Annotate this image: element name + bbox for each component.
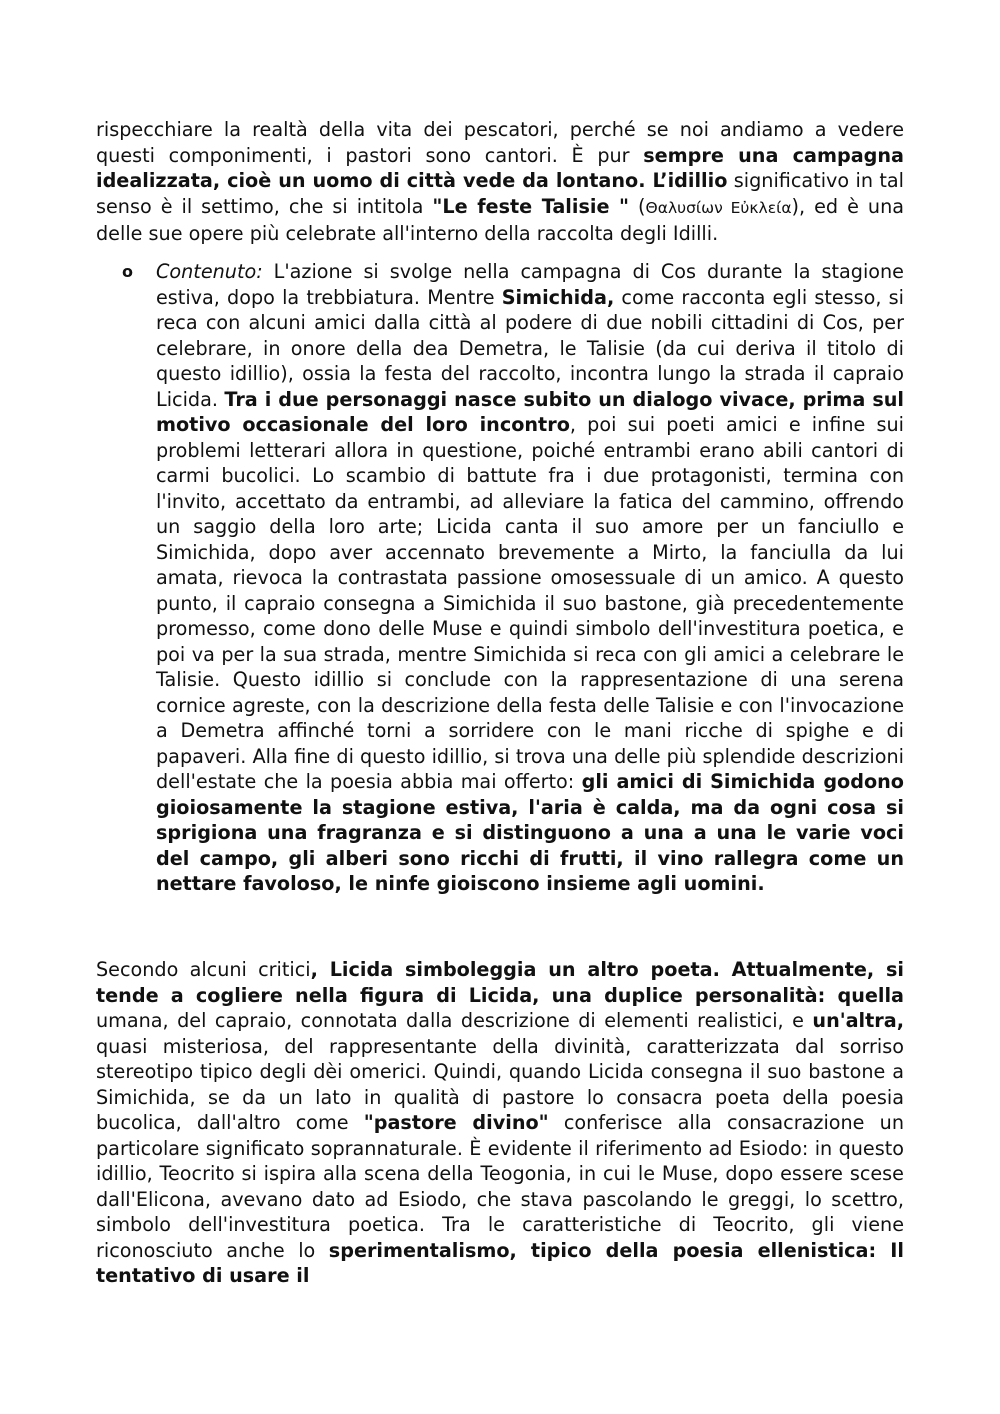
critics-paragraph bbox=[96, 957, 904, 1289]
bullet-text-1: L'azione si svolge nella campagna di Cos durante la stagione estiva, dopo la trebbiatura. Mentre bbox=[156, 260, 904, 309]
intro-bold-1: sempre una campagna idealizzata, cioè un uomo di città vede da lontano. L’idillio bbox=[96, 143, 905, 192]
greek-title: Θαλυσίων Εὐκλεία bbox=[645, 198, 792, 217]
intro-text-1: rispecchiare la realtà della vita dei pescatori, perché se noi andiamo a vedere questi componimenti, i pastori sono cantori. È pur bbox=[96, 118, 904, 167]
intro-text-3: ( bbox=[629, 194, 646, 218]
critics-bold-3: "pastore divino" bbox=[363, 1111, 549, 1134]
critics-text-4: conferisce alla consacrazione un particolare significato soprannaturale. È evidente il riferimento ad Esiodo: in questo idillio, Teocrito si ispira alla scena della Teogonia, in cui le Muse, dopo essere scese dall'Elicona, avevano dato ad Esiodo, che stava pascolando le greggi, lo scettro, simbolo dell'investitura poetica. Tra le caratteristiche di Teocrito, gli viene riconosciuto anche lo bbox=[96, 1111, 904, 1262]
critics-bold-1: , Licida simboleggia un altro poeta. Attualmente, si tende a cogliere nella figura di Licida, una duplice personalità: quella bbox=[96, 958, 904, 1007]
critics-text-3: quasi misteriosa, del rappresentante della divinità, caratterizzata dal sorriso stereotipo tipico degli dèi omerici. Quindi, quando Licida consegna il suo bastone a Simichida, se da un lato in qualità di pastore lo consacra poeta della poesia bucolica, dall'altro come bbox=[96, 1034, 904, 1134]
idyll-title: "Le feste Talisie " bbox=[432, 194, 630, 218]
bullet-bold-1: Simichida, bbox=[501, 285, 615, 309]
critics-text-2: umana, del capraio, connotata dalla descrizione di elementi realistici, e bbox=[96, 1009, 813, 1032]
critics-text-1: Secondo alcuni critici bbox=[96, 958, 311, 981]
intro-text-4: ), ed è una delle sue opere più celebrate all'interno della raccolta degli Idilli. bbox=[96, 194, 904, 245]
bullet-marker: o bbox=[122, 262, 133, 281]
critics-bold-2: un'altra, bbox=[812, 1009, 904, 1032]
content-bullet-paragraph bbox=[156, 259, 904, 897]
critics-bold-4: sperimentalismo, tipico della poesia ellenistica: Il tentativo di usare il bbox=[96, 1238, 905, 1287]
bullet-bold-2: Tra i due personaggi nasce subito un dialogo vivace, prima sul motivo occasionale del loro incontro bbox=[156, 387, 904, 436]
bullet-text-2: come racconta egli stesso, si reca con alcuni amici dalla città al podere di due nobili cittadini di Cos, per celebrare, in onore della dea Demetra, le Talisie (da cui deriva il titolo di questo idillio), ossia la festa del raccolto, incontra lungo la strada il capraio Licida. bbox=[156, 285, 904, 411]
intro-text-2: significativo in tal senso è il settimo, che si intitola bbox=[96, 169, 904, 218]
bullet-text-3: , poi sui poeti amici e infine sui problemi letterari allora in questione, poiché entrambi erano abili cantori di carmi bucolici. Lo scambio di battute fra i due protagonisti, termina con l'invito, accettato da entrambi, ad alleviare la fatica del cammino, offrendo un saggio della loro arte; Licida canta il suo amore per un fanciullo e Simichida, dopo aver accennato brevemente a Mirto, la fanciulla da lui amata, rievoca la contrastata passione omosessuale di un amico. A questo punto, il capraio consegna a Simichida il suo bastone, già precedentemente promesso, come dono delle Muse e quindi simbolo dell'investitura poetica, e poi va per la sua strada, mentre Simichida si reca con gli amici a celebrare le Talisie. Questo idillio si conclude con la rappresentazione di una serena cornice agreste, con la descrizione della festa delle Talisie e con l'invocazione a Demetra affinché torni a sorridere con le mani ricche di spighe e di papaveri. Alla fine di questo idillio, si trova una delle più splendide descrizioni dell'estate che la poesia abbia mai offerto: bbox=[156, 413, 905, 793]
bullet-label: Contenuto: bbox=[156, 260, 263, 283]
intro-paragraph bbox=[96, 117, 904, 247]
bullet-bold-3: gli amici di Simichida godono gioiosamente la stagione estiva, l'aria è calda, ma da ogni cosa si sprigiona una fragranza e si distinguono a una a una le varie voci del campo, gli alberi sono ricchi di frutti, il vino rallegra come un nettare favoloso, le ninfe gioiscono insieme agli uomini. bbox=[156, 770, 904, 895]
